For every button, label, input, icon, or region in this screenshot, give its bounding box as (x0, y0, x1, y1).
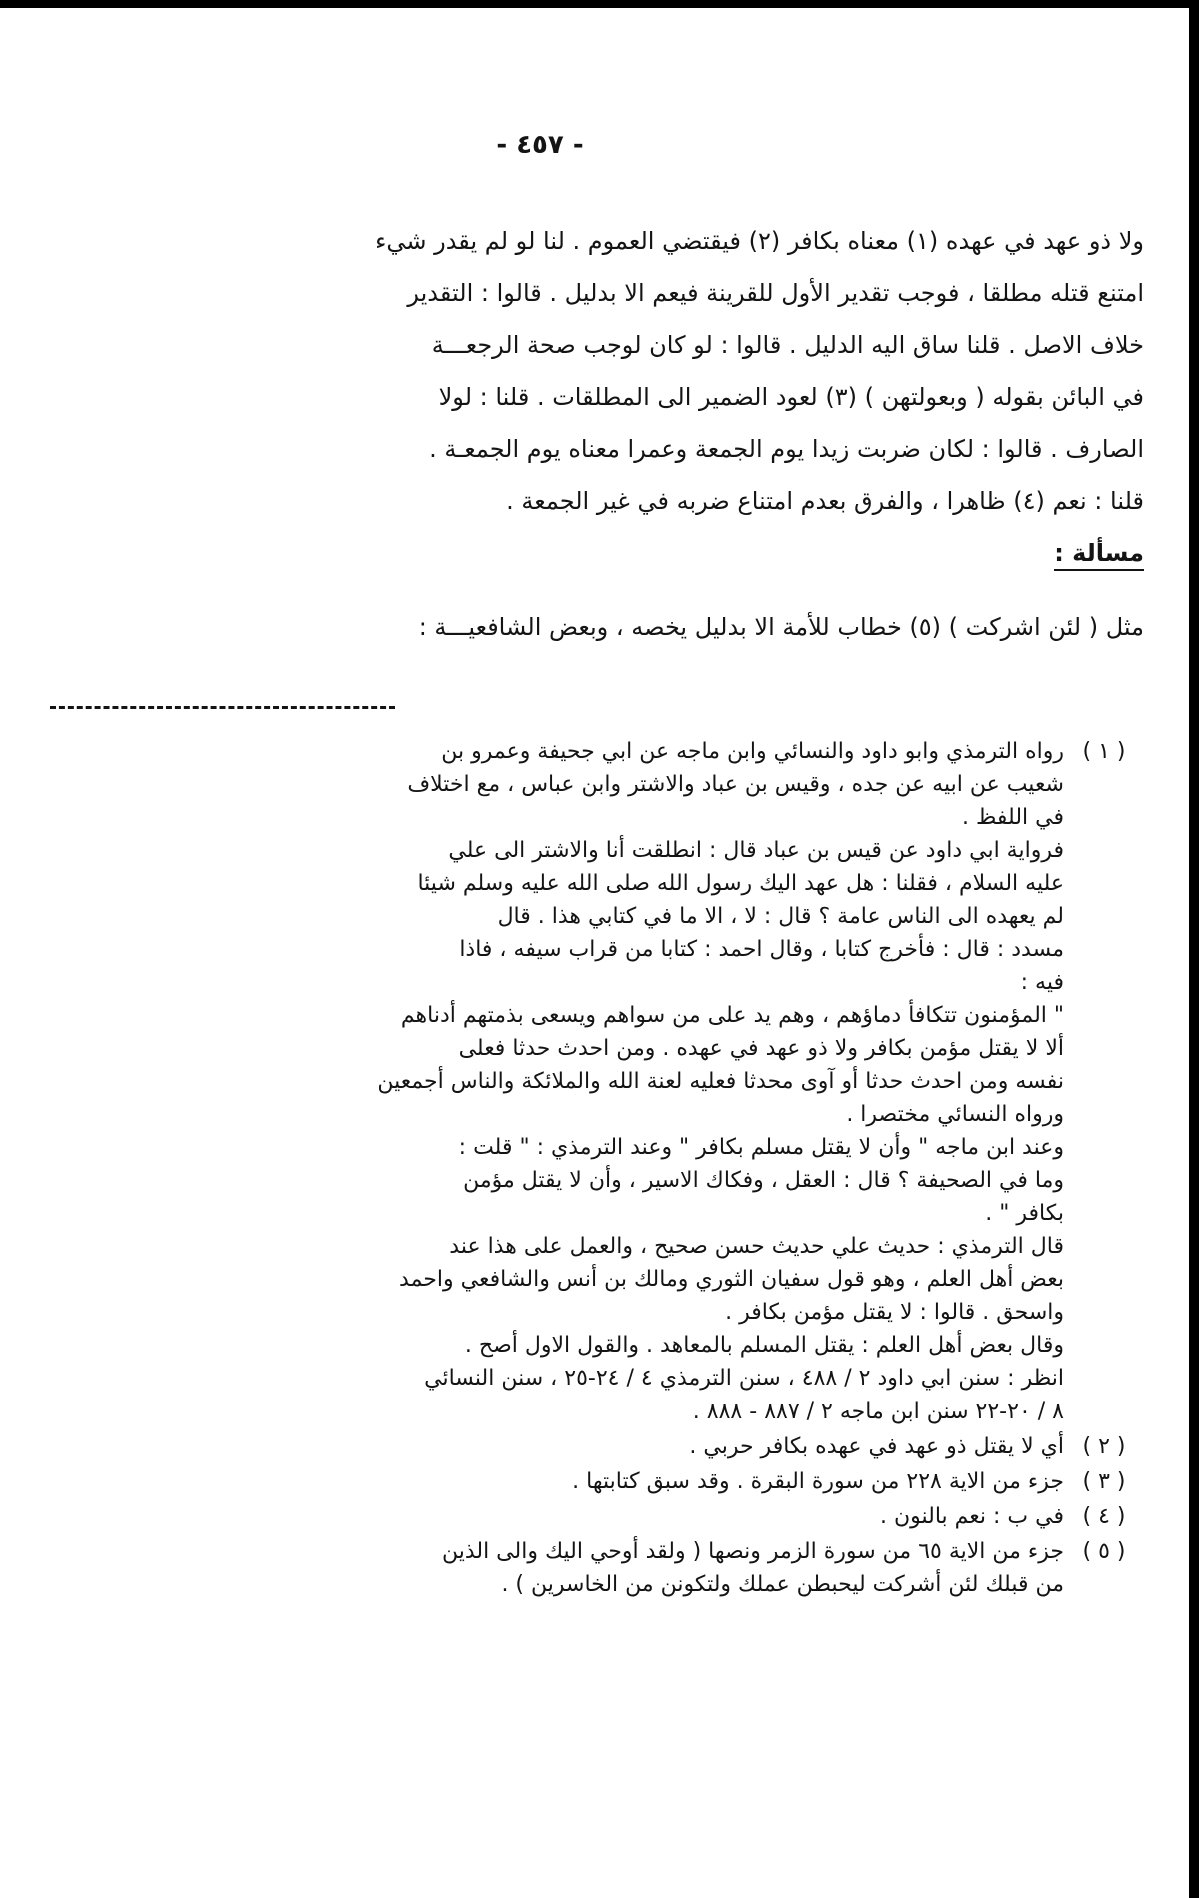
section-heading (54, 527, 1144, 601)
footnote-number: ( ٣ ) (1082, 1469, 1126, 1494)
footnote-line: نفسه ومن احدث حدثا أو آوى محدثا فعليه لعنة الله والملائكة والناس أجمعين (377, 1069, 1064, 1094)
footnote-body (54, 1535, 1064, 1601)
footnote-line: عليه السلام ، فقلنا : هل عهد اليك رسول الله صلى الله عليه وسلم شيئا (417, 871, 1064, 896)
footnote-line: بعض أهل العلم ، وهو قول سفيان الثوري ومالك بن أنس والشافعي واحمد (399, 1267, 1064, 1292)
footnote-body (54, 1465, 1064, 1498)
footnote-line: واسحق . قالوا : لا يقتل مؤمن بكافر . (725, 1300, 1064, 1325)
main-text-line: ولا ذو عهد في عهده (١) معناه بكافر (٢) فيقتضي العموم . لنا لو لم يقدر شيء (375, 227, 1144, 255)
main-text-line: قلنا : نعم (٤) ظاهرا ، والفرق بعدم امتناع ضربه في غير الجمعة . (506, 487, 1144, 515)
footnote-line: في ب : نعم بالنون . (879, 1504, 1064, 1529)
footnote-line: " المؤمنون تتكافأ دماؤهم ، وهم يد على من سواهم ويسعى بذمتهم أدناهم (400, 1003, 1064, 1028)
footnote-divider (50, 706, 395, 709)
footnote-body (54, 1500, 1064, 1533)
footnote-3 (54, 1465, 1144, 1498)
footnote-line: رواه الترمذي وابو داود والنسائي وابن ماجه عن ابي جحيفة وعمرو بن (441, 739, 1064, 764)
footnote-body (54, 1430, 1064, 1463)
footnote-line: ٨ / ٢٠-٢٢ سنن ابن ماجه ٢ / ٨٨٧ - ٨٨٨ . (692, 1399, 1064, 1424)
main-text-line: الصارف . قالوا : لكان ضربت زيدا يوم الجمعة وعمرا معناه يوم الجمعـة . (429, 435, 1144, 463)
section-heading-text: مسألة : (1054, 539, 1144, 571)
footnote-line: جزء من الاية ٢٢٨ من سورة البقرة . وقد سبق كتابتها . (572, 1469, 1064, 1494)
scan-right-border (1189, 0, 1199, 1898)
footnote-line: فرواية ابي داود عن قيس بن عباد قال : انطلقت أنا والاشتر الى علي (448, 838, 1064, 863)
footnote-1 (54, 735, 1144, 1428)
footnote-number: ( ٢ ) (1082, 1434, 1126, 1459)
footnote-line: في اللفظ . (962, 805, 1064, 830)
footnote-body (54, 735, 1064, 1428)
page-number: - ٤٥٧ - (496, 130, 584, 160)
footnote-line: بكافر " . (985, 1201, 1064, 1226)
footnote-line: شعيب عن ابيه عن جده ، وقيس بن عباد والاشتر وابن عباس ، مع اختلاف (407, 772, 1064, 797)
main-text-line: امتنع قتله مطلقا ، فوجب تقدير الأول للقرينة فيعم الا بدليل . قالوا : التقدير (407, 279, 1144, 307)
footnote-line: مسدد : قال : فأخرج كتابا ، وقال احمد : كتابا من قراب سيفه ، فاذا (459, 937, 1064, 962)
footnote-5 (54, 1535, 1144, 1601)
main-text-line: خلاف الاصل . قلنا ساق اليه الدليل . قالوا : لو كان لوجب صحة الرجعـــة (431, 331, 1144, 359)
footnote-2 (54, 1430, 1144, 1463)
main-text-line: في البائن بقوله ( وبعولتهن ) (٣) لعود الضمير الى المطلقات . قلنا : لولا (438, 383, 1144, 411)
footnote-line: وعند ابن ماجه " وأن لا يقتل مسلم بكافر " وعند الترمذي : " قلت : (458, 1135, 1064, 1160)
footnote-4 (54, 1500, 1144, 1533)
footnote-line: جزء من الاية ٦٥ من سورة الزمر ونصها ( ولقد أوحي اليك والى الذين (441, 1539, 1064, 1564)
main-text-closing-line: مثل ( لئن اشركت ) (٥) خطاب للأمة الا بدليل يخصه ، وبعض الشافعيـــة : (418, 613, 1144, 641)
footnote-line: انظر : سنن ابي داود ٢ / ٤٨٨ ، سنن الترمذي ٤ / ٢٤-٢٥ ، سنن النسائي (424, 1366, 1064, 1391)
footnote-line: أي لا يقتل ذو عهد في عهده بكافر حربي . (689, 1434, 1064, 1459)
footnote-number: ( ٤ ) (1082, 1504, 1126, 1529)
footnote-line: وقال بعض أهل العلم : يقتل المسلم بالمعاهد . والقول الاول أصح . (464, 1333, 1064, 1358)
scan-top-border (0, 0, 1199, 8)
footnote-number: ( ١ ) (1082, 739, 1126, 764)
footnote-line: قال الترمذي : حديث علي حديث حسن صحيح ، والعمل على هذا عند (449, 1234, 1064, 1259)
footnote-number: ( ٥ ) (1082, 1539, 1126, 1564)
main-text (54, 215, 1144, 653)
footnote-line: لم يعهده الى الناس عامة ؟ قال : لا ، الا ما في كتابي هذا . قال (497, 904, 1064, 929)
footnote-line: ورواه النسائي مختصرا . (846, 1102, 1064, 1127)
footnote-line: ألا لا يقتل مؤمن بكافر ولا ذو عهد في عهده . ومن احدث حدثا فعلى (458, 1036, 1064, 1061)
footnote-line: فيه : (1020, 970, 1064, 995)
footnote-line: من قبلك لئن أشركت ليحبطن عملك ولتكونن من الخاسرين ) . (501, 1572, 1064, 1597)
footnotes (54, 735, 1144, 1603)
footnote-line: وما في الصحيفة ؟ قال : العقل ، وفكاك الاسير ، وأن لا يقتل مؤمن (463, 1168, 1064, 1193)
